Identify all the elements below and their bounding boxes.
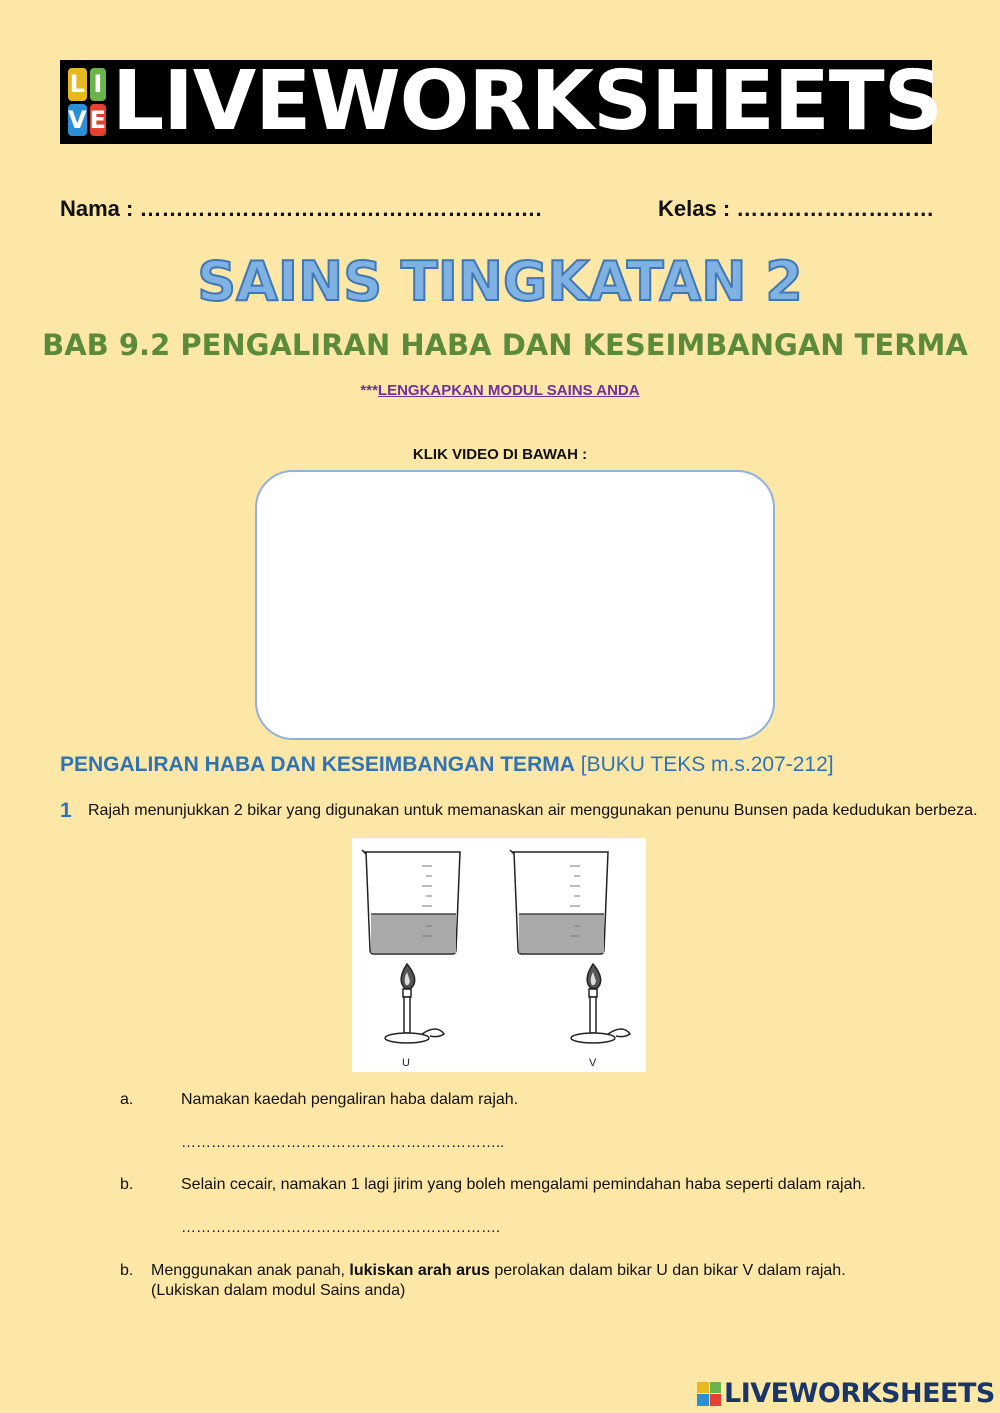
footer-wordmark: LIVEWORKSHEETS: [724, 1378, 995, 1409]
footer-logo: [697, 1378, 995, 1409]
beaker-figure: [352, 838, 646, 1072]
banner-wordmark: LIVEWORKSHEETS: [111, 54, 942, 149]
logo-letter: I: [90, 68, 106, 101]
footer-live-icon: [697, 1382, 721, 1406]
beaker-u-water: [371, 914, 456, 953]
question-number: 1: [60, 799, 72, 822]
logo-letter: V: [68, 104, 87, 137]
chapter-subtitle: BAB 9.2 PENGALIRAN HABA DAN KESEIMBANGAN TERMA: [42, 328, 968, 362]
part-b-letter: b.: [120, 1176, 134, 1193]
part-c-text-before: Menggunakan anak panah,: [151, 1262, 350, 1279]
class-field[interactable]: Kelas : ………………………: [658, 196, 935, 221]
logo-letter: L: [68, 68, 87, 101]
video-label: KLIK VIDEO DI BAWAH :: [412, 446, 588, 463]
part-b-text: Selain cecair, namakan 1 lagi jirim yang boleh mengalami pemindahan haba seperti dalam rajah.: [181, 1176, 866, 1193]
logo-letter: E: [90, 104, 106, 137]
part-c-text-bold: lukiskan arah arus: [349, 1262, 490, 1279]
name-field[interactable]: Nama : ……………………………………………….: [60, 196, 542, 221]
part-c-note: (Lukiskan dalam modul Sains anda): [151, 1282, 406, 1299]
part-a-answer-line[interactable]: ………………………………………………………..: [181, 1134, 505, 1151]
beaker-v-water: [519, 914, 604, 953]
part-a-letter: a.: [120, 1091, 134, 1108]
bunsen-burner-v-icon: [571, 964, 630, 1043]
section-heading-ref: [BUKU TEKS m.s.207-212]: [580, 753, 834, 776]
part-b-answer-line[interactable]: ……………………………………………………….: [181, 1219, 501, 1236]
part-c-text-after: perolakan dalam bikar U dan bikar V dalam rajah.: [489, 1262, 846, 1279]
instruction-prefix: ***: [360, 382, 378, 399]
live-logo-icon: [68, 68, 106, 136]
part-a-text: Namakan kaedah pengaliran haba dalam rajah.: [181, 1091, 519, 1108]
video-embed[interactable]: [255, 470, 775, 740]
liveworksheets-banner: [60, 54, 942, 149]
page-title: SAINS TINGKATAN 2: [197, 250, 803, 313]
instruction: [0, 382, 1000, 399]
figure-label-v: V: [589, 1057, 597, 1069]
part-c-letter: b.: [120, 1262, 134, 1279]
section-heading-title: PENGALIRAN HABA DAN KESEIMBANGAN TERMA: [60, 753, 575, 776]
bunsen-burner-u-icon: [385, 964, 444, 1043]
question-text: Rajah menunjukkan 2 bikar yang digunakan untuk memanaskan air menggunakan penunu Bunsen pada kedudukan berbeza.: [88, 802, 978, 819]
part-c-text: [151, 1262, 846, 1280]
module-link[interactable]: LENGKAPKAN MODUL SAINS ANDA: [377, 382, 640, 399]
beakers-bunsen-illustration: [352, 838, 646, 1072]
section-heading: [60, 753, 834, 777]
figure-label-u: U: [402, 1057, 410, 1069]
